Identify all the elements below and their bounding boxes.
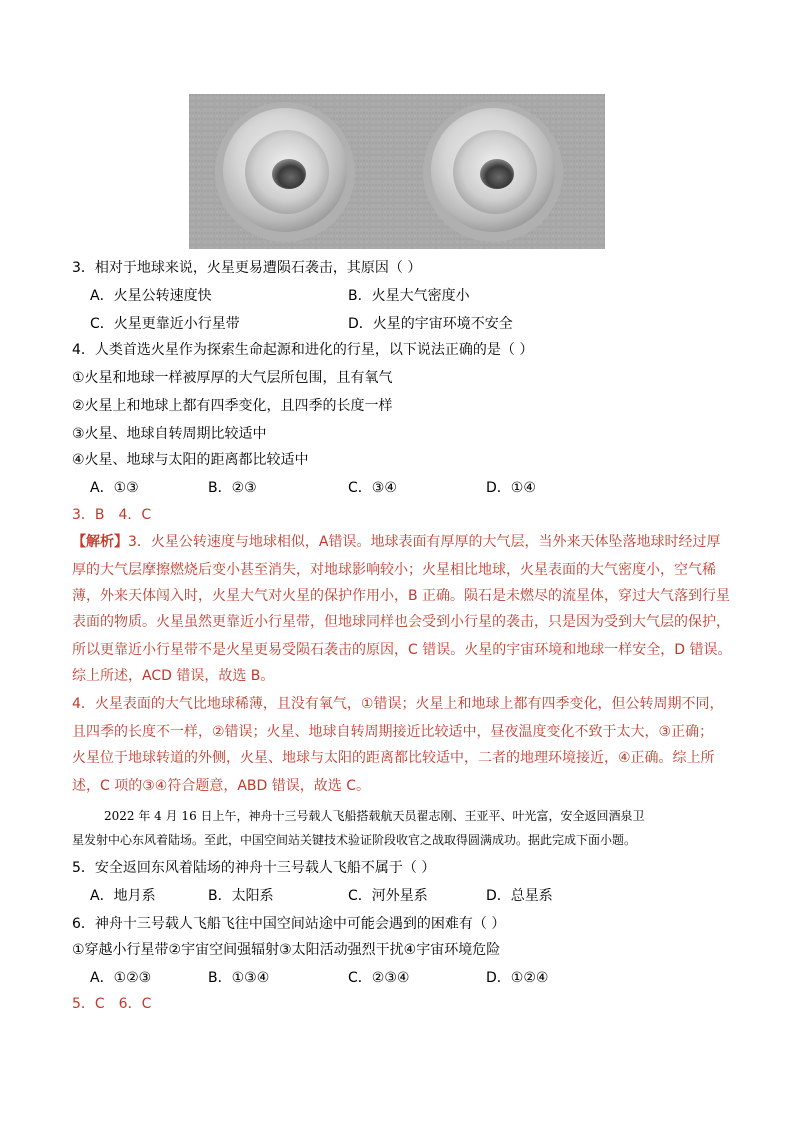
q3-option-a: A．火星公转速度快 — [90, 288, 212, 304]
answer-5-6: 5．C 6．C — [72, 996, 152, 1012]
analysis-line-4: 表面的物质。火星虽然更靠近小行星带，但地球同样也会受到小行星的袭击，只是因为受到大气层的保护， — [72, 614, 730, 630]
q3-option-c: C．火星更靠近小行星带 — [90, 316, 240, 332]
crater-photo — [189, 94, 605, 249]
q6-statements: ①穿越小行星带②宇宙空间强辐射③太阳活动强烈干扰④宇宙环境危险 — [72, 942, 501, 958]
passage-line-1: 2022 年 4 月 16 日上午，神舟十三号载人飞船搭载航天员翟志刚、王亚平、叶光富，安全返回酒泉卫 — [104, 809, 645, 823]
q6-option-c: C．②③④ — [348, 970, 410, 986]
analysis-line-3: 薄，外来天体闯入时，火星大气对火星的保护作用小，B 正确。陨石是未燃尽的流星体，穿过大气落到行星 — [72, 588, 731, 604]
q4-option-c: C．③④ — [348, 480, 397, 496]
crater-left — [215, 102, 355, 242]
analysis-line-10: 述，C 项的③④符合题意，ABD 错误，故选 C。 — [72, 778, 370, 794]
q5-option-a: A．地月系 — [90, 888, 156, 904]
q4-option-d: D．①④ — [486, 480, 536, 496]
q6-option-d: D．①②④ — [486, 970, 549, 986]
q4-statement-2: ②火星上和地球上都有四季变化，且四季的长度一样 — [72, 398, 393, 414]
question-5-stem: 5．安全返回东风着陆场的神舟十三号载人飞船不属于（ ） — [72, 860, 436, 876]
question-3-stem: 3．相对于地球来说，火星更易遭陨石袭击，其原因（ ） — [72, 260, 422, 276]
crater-right — [423, 102, 563, 242]
q5-option-d: D．总星系 — [486, 888, 553, 904]
q6-option-a: A．①②③ — [90, 970, 152, 986]
analysis-text-1: 3．火星公转速度与地球相似，A错误。地球表面有厚厚的大气层，当外来天体坠落地球时经过厚 — [128, 534, 721, 550]
analysis-line-9: 火星位于地球转道的外侧，火星、地球与太阳的距离都比较适中，二者的地理环境接近，④正确。综上所 — [72, 750, 715, 766]
mars-crater-image — [189, 94, 605, 249]
analysis-line-1 — [72, 528, 732, 556]
q5-option-b: B．太阳系 — [208, 888, 274, 904]
answer-3-4: 3．B 4．C — [72, 507, 152, 523]
q6-option-b: B．①③④ — [208, 970, 270, 986]
q5-option-c: C．河外星系 — [348, 888, 428, 904]
passage-line-2: 星发射中心东风着陆场。至此，中国空间站关键技术验证阶段收官之战取得圆满成功。据此完成下面小题。 — [72, 833, 637, 847]
analysis-line-7: 4．火星表面的大气比地球稀薄，且没有氧气，①错误；火星上和地球上都有四季变化，但公转周期不同， — [72, 696, 724, 712]
q4-statement-4: ④火星、地球与太阳的距离都比较适中 — [72, 452, 309, 468]
question-4-stem: 4．人类首选火星作为探索生命起源和进化的行星，以下说法正确的是（ ） — [72, 342, 534, 358]
analysis-tag: 【解析】 — [72, 534, 128, 550]
q3-option-d: D．火星的宇宙环境不安全 — [348, 316, 513, 332]
q4-option-b: B．②③ — [208, 480, 257, 496]
analysis-line-8: 且四季的长度不一样，②错误；火星、地球自转周期接近比较适中，昼夜温度变化不致于太大，③正确； — [72, 724, 714, 740]
q4-option-a: A．①③ — [90, 480, 139, 496]
q4-statement-1: ①火星和地球一样被厚厚的大气层所包围，且有氧气 — [72, 370, 393, 386]
analysis-line-2: 厚的大气层摩擦燃烧后变小甚至消失，对地球影响较小；火星相比地球，火星表面的大气密度小，空气稀 — [72, 562, 716, 578]
q4-statement-3: ③火星、地球自转周期比较适中 — [72, 426, 267, 442]
q3-option-b: B．火星大气密度小 — [348, 288, 470, 304]
question-6-stem: 6．神舟十三号载人飞船飞往中国空间站途中可能会遇到的困难有（ ） — [72, 916, 506, 932]
analysis-line-5: 所以更靠近小行星带不是火星更易受陨石袭击的原因，C 错误。火星的宇宙环境和地球一样安全，D 错误。 — [72, 642, 732, 658]
analysis-line-6: 综上所述，ACD 错误，故选 B。 — [72, 668, 275, 684]
